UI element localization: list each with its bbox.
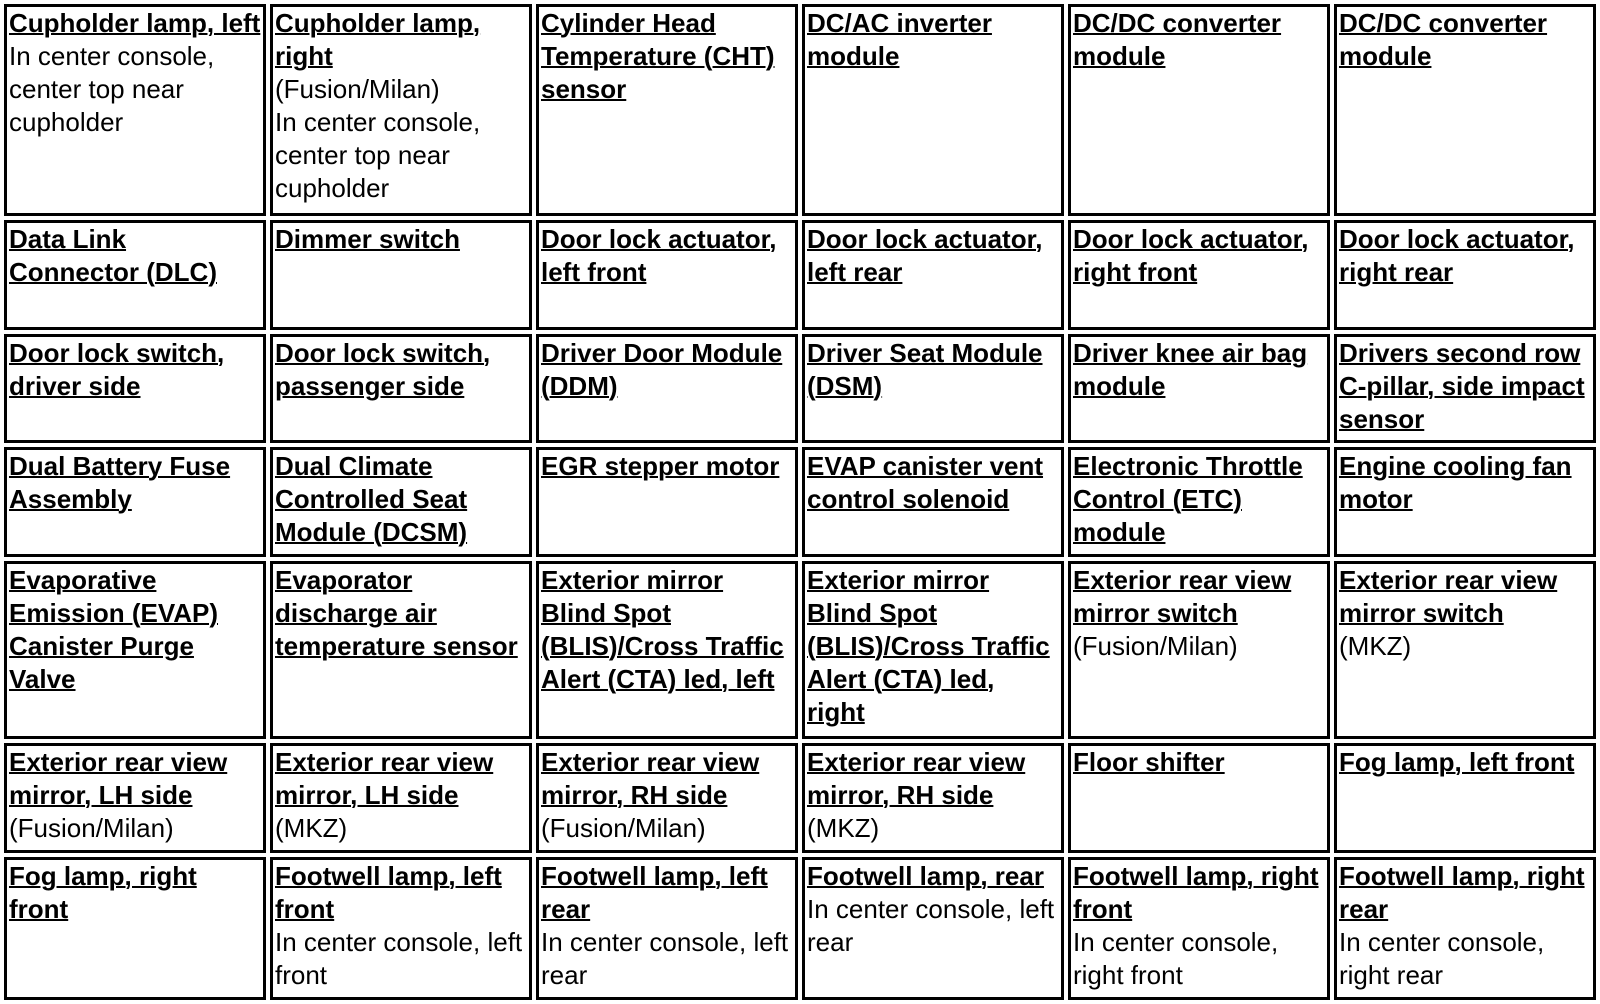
component-name: Floor shifter: [1073, 746, 1225, 777]
component-name: Footwell lamp, left front: [275, 860, 502, 924]
table-cell: [270, 334, 532, 444]
table-cell: [536, 220, 798, 330]
table-cell: [1068, 857, 1330, 1000]
component-name: Exterior rear view mirror, LH side: [275, 746, 494, 810]
component-name: Evaporative Emission (EVAP) Canister Purge Valve: [9, 564, 219, 694]
component-name: Driver knee air bag module: [1073, 337, 1308, 401]
component-name: Exterior rear view mirror switch: [1073, 564, 1292, 628]
component-name: Footwell lamp, left rear: [541, 860, 768, 924]
table-cell: [4, 447, 266, 557]
component-name: Door lock actuator, right rear: [1339, 224, 1575, 288]
table-cell: [1068, 334, 1330, 444]
table-cell: [4, 334, 266, 444]
table-cell: [4, 561, 266, 739]
table-cell: [270, 4, 532, 216]
component-name: Dual Battery Fuse Assembly: [9, 451, 231, 515]
component-name: Exterior rear view mirror, LH side: [9, 746, 228, 810]
table-row: [4, 334, 1596, 444]
component-location: In center console, center top near cupholder: [9, 41, 215, 137]
component-location: (Fusion/Milan): [9, 812, 174, 843]
table-cell: [270, 561, 532, 739]
component-name: Footwell lamp, right front: [1073, 860, 1319, 924]
table-cell: [1068, 743, 1330, 853]
table-row: [4, 4, 1596, 216]
table-row: [4, 220, 1596, 330]
table-cell: [802, 4, 1064, 216]
table-cell: [536, 334, 798, 444]
table-row: [4, 857, 1596, 1000]
component-location: In center console, right front: [1073, 926, 1279, 990]
component-name: Door lock actuator, right front: [1073, 224, 1309, 288]
component-name: DC/AC inverter module: [807, 8, 992, 71]
component-name: Cupholder lamp, right: [275, 8, 481, 71]
component-name: Fog lamp, right front: [9, 860, 197, 924]
table-cell: [1334, 334, 1596, 444]
component-name: Evaporator discharge air temperature sensor: [275, 564, 518, 661]
component-location: (MKZ): [807, 812, 880, 843]
table-row: [4, 447, 1596, 557]
component-name: Exterior mirror Blind Spot (BLIS)/Cross Traffic Alert (CTA) led, right: [807, 564, 1050, 727]
table-cell: [1334, 447, 1596, 557]
table-cell: [1334, 857, 1596, 1000]
component-name: Dimmer switch: [275, 224, 460, 255]
component-name: Fog lamp, left front: [1339, 746, 1575, 777]
component-name: DC/DC converter module: [1073, 8, 1282, 71]
table-row: [4, 561, 1596, 739]
component-name: Cylinder Head Temperature (CHT) sensor: [541, 8, 775, 104]
table-cell: [270, 220, 532, 330]
table-cell: [270, 743, 532, 853]
component-location: (Fusion/Milan): [1073, 630, 1238, 661]
table-cell: [4, 220, 266, 330]
table-cell: [802, 447, 1064, 557]
component-name: DC/DC converter module: [1339, 8, 1548, 71]
table-cell: [802, 743, 1064, 853]
table-cell: [536, 561, 798, 739]
component-name: Drivers second row C-pillar, side impact sensor: [1339, 337, 1585, 434]
table-cell: [536, 857, 798, 1000]
table-cell: [802, 561, 1064, 739]
table-cell: [270, 447, 532, 557]
table-cell: [1068, 4, 1330, 216]
component-location: (MKZ): [1339, 630, 1412, 661]
component-name: EVAP canister vent control solenoid: [807, 451, 1044, 515]
component-location: (MKZ): [275, 812, 348, 843]
table-cell: [536, 743, 798, 853]
component-name: Electronic Throttle Control (ETC) module: [1073, 451, 1303, 548]
component-location: In center console, left rear: [807, 893, 1055, 957]
table-cell: [1334, 743, 1596, 853]
component-name: Exterior rear view mirror switch: [1339, 564, 1558, 628]
component-name: Footwell lamp, rear: [807, 860, 1044, 891]
component-name: Exterior rear view mirror, RH side: [541, 746, 760, 810]
component-name: Exterior rear view mirror, RH side: [807, 746, 1026, 810]
component-name: Footwell lamp, right rear: [1339, 860, 1585, 924]
component-name: Driver Seat Module (DSM): [807, 337, 1043, 401]
component-name: EGR stepper motor: [541, 451, 780, 482]
component-location: In center console, left front: [275, 926, 523, 990]
table-cell: [536, 4, 798, 216]
table-cell: [1068, 447, 1330, 557]
component-name: Door lock switch, driver side: [9, 337, 225, 401]
component-name: Engine cooling fan motor: [1339, 451, 1572, 515]
component-name: Door lock switch, passenger side: [275, 337, 491, 401]
table-cell: [1068, 220, 1330, 330]
table-cell: [1334, 220, 1596, 330]
component-name: Exterior mirror Blind Spot (BLIS)/Cross Traffic Alert (CTA) led, left: [541, 564, 784, 694]
table-cell: [1334, 4, 1596, 216]
component-location: (Fusion/Milan): [541, 812, 706, 843]
table-cell: [270, 857, 532, 1000]
component-location: (Fusion/Milan) In center console, center top near cupholder: [275, 74, 481, 203]
component-name: Data Link Connector (DLC): [9, 224, 217, 288]
component-name: Door lock actuator, left front: [541, 224, 777, 288]
table-cell: [1334, 561, 1596, 739]
component-name: Dual Climate Controlled Seat Module (DCSM): [275, 451, 468, 548]
table-cell: [1068, 561, 1330, 739]
component-name: Driver Door Module (DDM): [541, 337, 783, 401]
component-name: Door lock actuator, left rear: [807, 224, 1043, 288]
table-row: [4, 743, 1596, 853]
component-name: Cupholder lamp, left: [9, 8, 261, 38]
table-cell: [802, 857, 1064, 1000]
component-location: In center console, right rear: [1339, 926, 1545, 990]
table-cell: [4, 4, 266, 216]
table-cell: [4, 743, 266, 853]
table-cell: [536, 447, 798, 557]
table-cell: [802, 334, 1064, 444]
component-location: In center console, left rear: [541, 926, 789, 990]
table-cell: [4, 857, 266, 1000]
table-cell: [802, 220, 1064, 330]
